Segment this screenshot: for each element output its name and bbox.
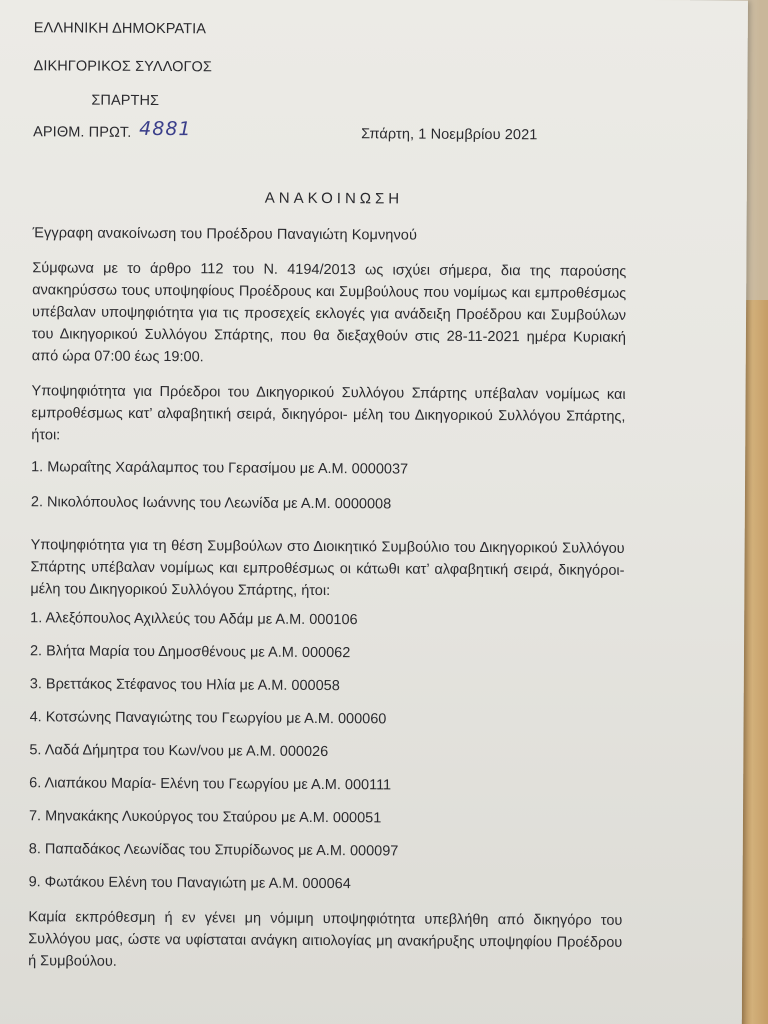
wooden-edge [742,300,768,1024]
intro-paragraph: Σύμφωνα με το άρθρο 112 του Ν. 4194/2013 ως ισχύει σήμερα, δια της παρούσης ανακηρύσσω τους υποψηφίους Προέδρους και Συμβούλους που νομίμως και εμπροθέσμως υπέβαλαν υποψηφιότητα για τις προσεχείς εκλογές για ανάδειξη Προέδρου και Συμβούλων του Δικηγορικού Συλλόγου Σπάρτης, που θα διεξαχθούν στις 28-11-2021 ημέρα Κυριακή από ώρα 07:00 έως 19:00. [31,260,627,366]
closing-paragraph: Καμία εκπρόθεσμη ή εν γένει μη νόμιμη υποψηφιότητα υπεβλήθη από δικηγόρο του Συλλόγου μας, ώστε να υφίσταται ανάγκη αιτιολογίας μη ανακήρυξης υποψηφίου Προέδρου ή Συμβούλου. [28,909,623,970]
header-city: ΣΠΑΡΤΗΣ [91,92,160,110]
presidents-intro-paragraph: Υποψηφιότητα για Πρόεδροι του Δικηγορικού Συλλόγου Σπάρτης υπέβαλαν νομίμως και εμπροθέσμως κατ’ αλφαβητική σειρά, δικηγόροι- μέλη του Δικηγορικού Συλλόγου Σπάρτης, ήτοι: [31,383,626,444]
councillor-item: 5. Λαδά Δήμητρα του Κων/νου με Α.Μ. 000026 [29,742,329,761]
document-date: Σπάρτη, 1 Νοεμβρίου 2021 [361,126,538,144]
header-bar-association: ΔΙΚΗΓΟΡΙΚΟΣ ΣΥΛΛΟΓΟΣ [33,58,213,76]
councillor-item: 2. Βλήτα Μαρία του Δημοσθένους με Α.Μ. 000062 [29,643,351,662]
councillor-item: 1. Αλεξόπουλος Αχιλλεύς του Αδάμ με Α.Μ. 000106 [30,610,358,629]
president-item: 2. Νικολόπουλος Ιωάννης του Λεωνίδα με Α.Μ. 0000008 [30,494,392,513]
protocol-label: ΑΡΙΘΜ. ΠΡΩΤ. [33,124,132,141]
councillor-item: 6. Λιαπάκου Μαρία- Ελένη του Γεωργίου με Α.Μ. 000111 [29,775,392,794]
councillor-item: 9. Φωτάκου Ελένη του Παναγιώτη με Α.Μ. 000064 [28,874,351,893]
protocol-number-handwritten: 4881 [139,117,192,141]
document-subtitle: Έγγραφη ανακοίνωση του Προέδρου Παναγιώτη Κομνηνού [32,225,418,244]
councillor-item: 3. Βρεττάκος Στέφανος του Ηλία με Α.Μ. 000058 [29,676,340,695]
councillor-item: 4. Κοτσώνης Παναγιώτης του Γεωργίου με Α.Μ. 000060 [29,709,387,728]
header-republic: ΕΛΛΗΝΙΚΗ ΔΗΜΟΚΡΑΤΙΑ [33,20,207,38]
councillor-item: 7. Μηνακάκης Λυκούργος του Σταύρου με Α.Μ. 000051 [28,808,382,827]
document-title: ΑΝΑΚΟΙΝΩΣΗ [264,189,404,208]
councillors-intro-paragraph: Υποψηφιότητα για τη θέση Συμβούλων στο Διοικητικό Συμβούλιο του Δικηγορικού Συλλόγου Σπάρτης υπέβαλαν νομίμως και εμπροθέσμως οι κάτωθι κατ’ αλφαβητική σειρά, δικηγόροι- μέλη του Δικηγορικού Συλλόγου Σπάρτης, ήτοι: [30,537,625,600]
president-item: 1. Μωραΐτης Χαράλαμπος του Γερασίμου με Α.Μ. 0000037 [31,459,409,478]
councillor-item: 8. Παπαδάκος Λεωνίδας του Σπυρίδωνος με Α.Μ. 000097 [28,841,399,860]
